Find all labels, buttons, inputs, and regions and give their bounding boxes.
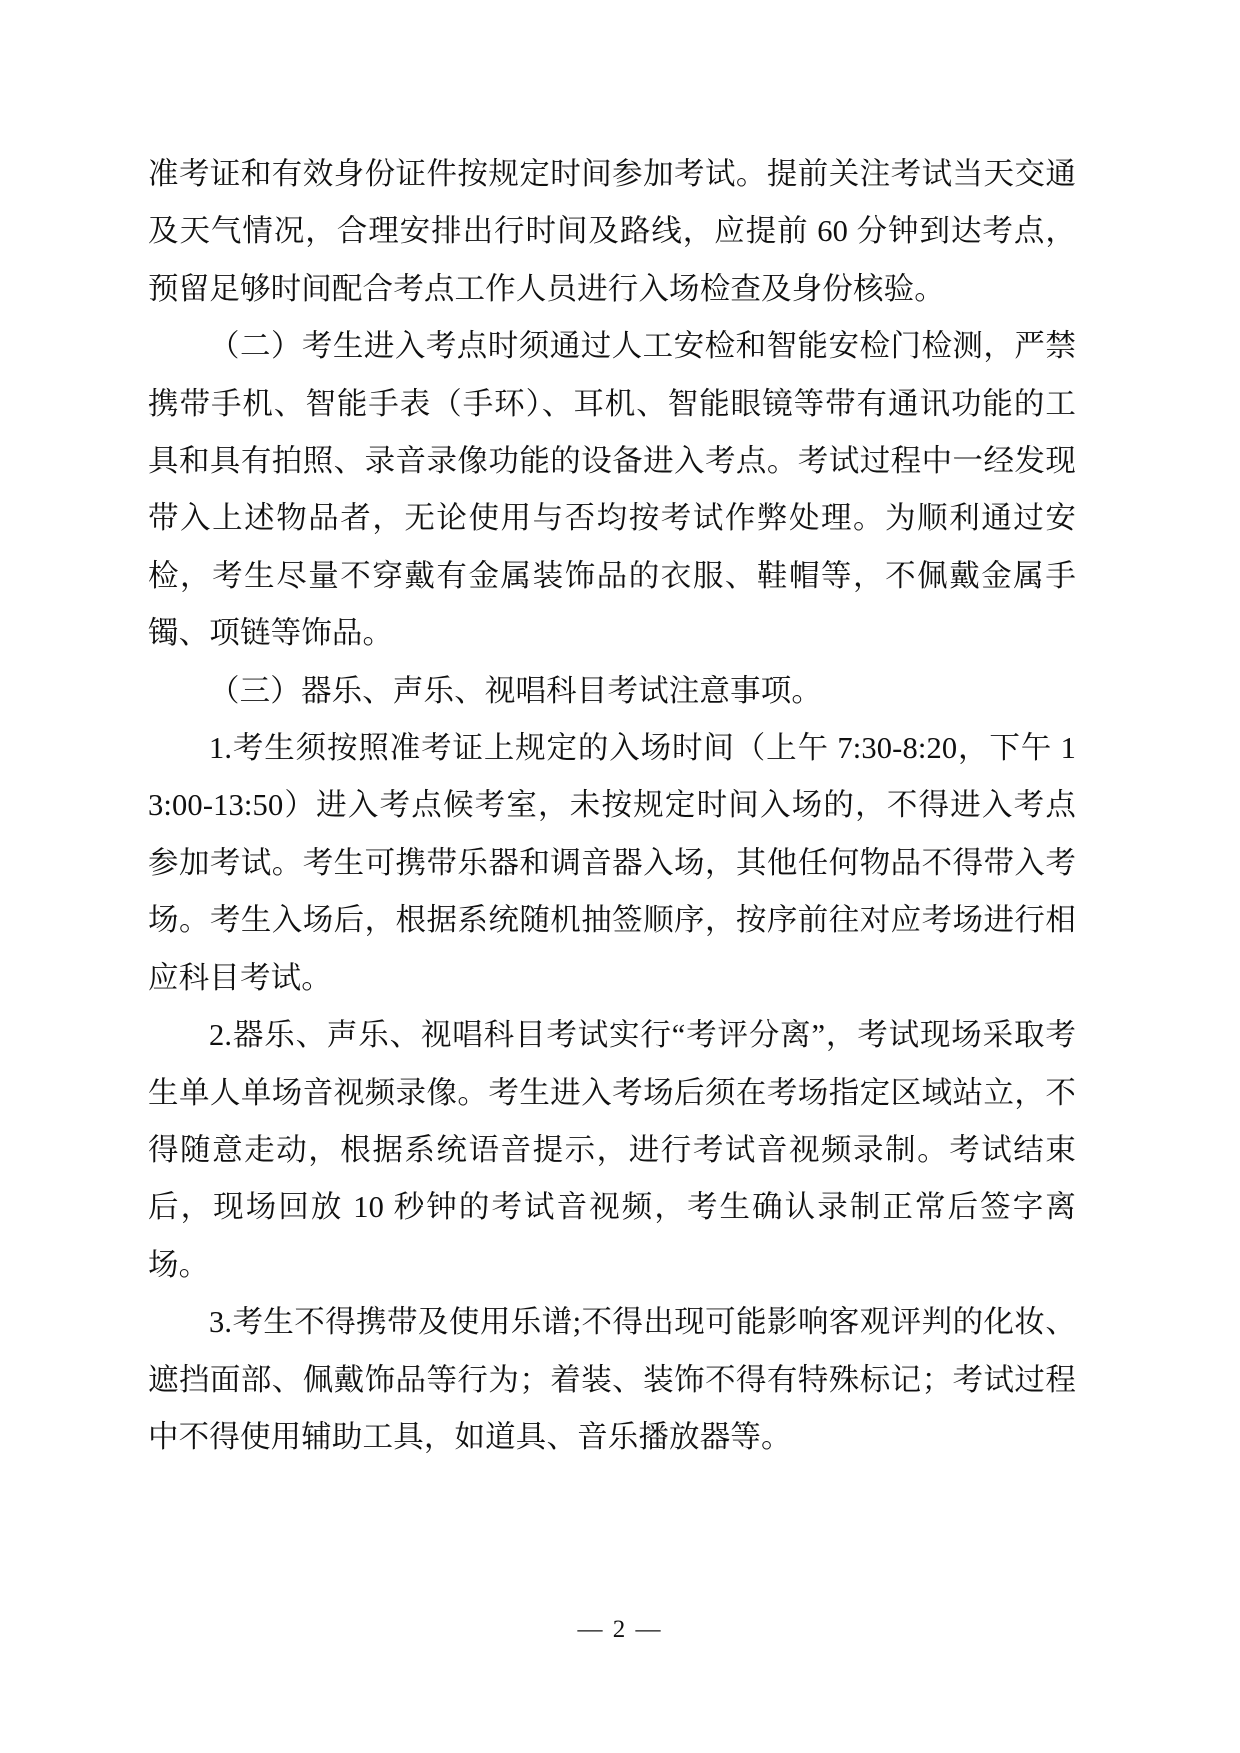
paragraph-item-3-prohibitions: 3.考生不得携带及使用乐谱;不得出现可能影响客观评判的化妆、遮挡面部、佩戴饰品等行为；着装、装饰不得有特殊标记；考试过程中不得使用辅助工具，如道具、音乐播放器等。 xyxy=(148,1305,1076,1454)
paragraph-section-2-security-check: （二）考生进入考点时须通过人工安检和智能安检门检测，严禁携带手机、智能手表（手环）、耳机、智能眼镜等带有通讯功能的工具和具有拍照、录音录像功能的设备进入考点。考试过程中一经发现带入上述物品者，无论使用与否均按考试作弊处理。为顺利通过安检，考生尽量不穿戴有金属装饰品的衣服、鞋帽等，不佩戴金属手镯、项链等饰品。 xyxy=(148,329,1076,651)
document-body xyxy=(148,146,1076,1466)
paragraph-item-2-recording: 2.器乐、声乐、视唱科目考试实行“考评分离”，考试现场采取考生单人单场音视频录像。考生进入考场后须在考场指定区域站立，不得随意走动，根据系统语音提示，进行考试音视频录制。考试结束后，现场回放 10 秒钟的考试音视频，考生确认录制正常后签字离场。 xyxy=(148,1018,1076,1282)
paragraph-item-1-entry-time: 1.考生须按照准考证上规定的入场时间（上午 7:30-8:20，下午 13:00-13:50）进入考点候考室，未按规定时间入场的，不得进入考点参加考试。考生可携带乐器和调音器入场，其他任何物品不得带入考场。考生入场后，根据系统随机抽签顺序，按序前往对应考场进行相应科目考试。 xyxy=(148,731,1076,995)
page-number-footer: — 2 — xyxy=(577,1616,663,1643)
paragraph-section-3-heading: （三）器乐、声乐、视唱科目考试注意事项。 xyxy=(209,673,822,708)
paragraph-continued-exam-entry: 准考证和有效身份证件按规定时间参加考试。提前关注考试当天交通及天气情况，合理安排出行时间及路线，应提前 60 分钟到达考点，预留足够时间配合考点工作人员进行入场检查及身份核验。 xyxy=(148,157,1076,306)
